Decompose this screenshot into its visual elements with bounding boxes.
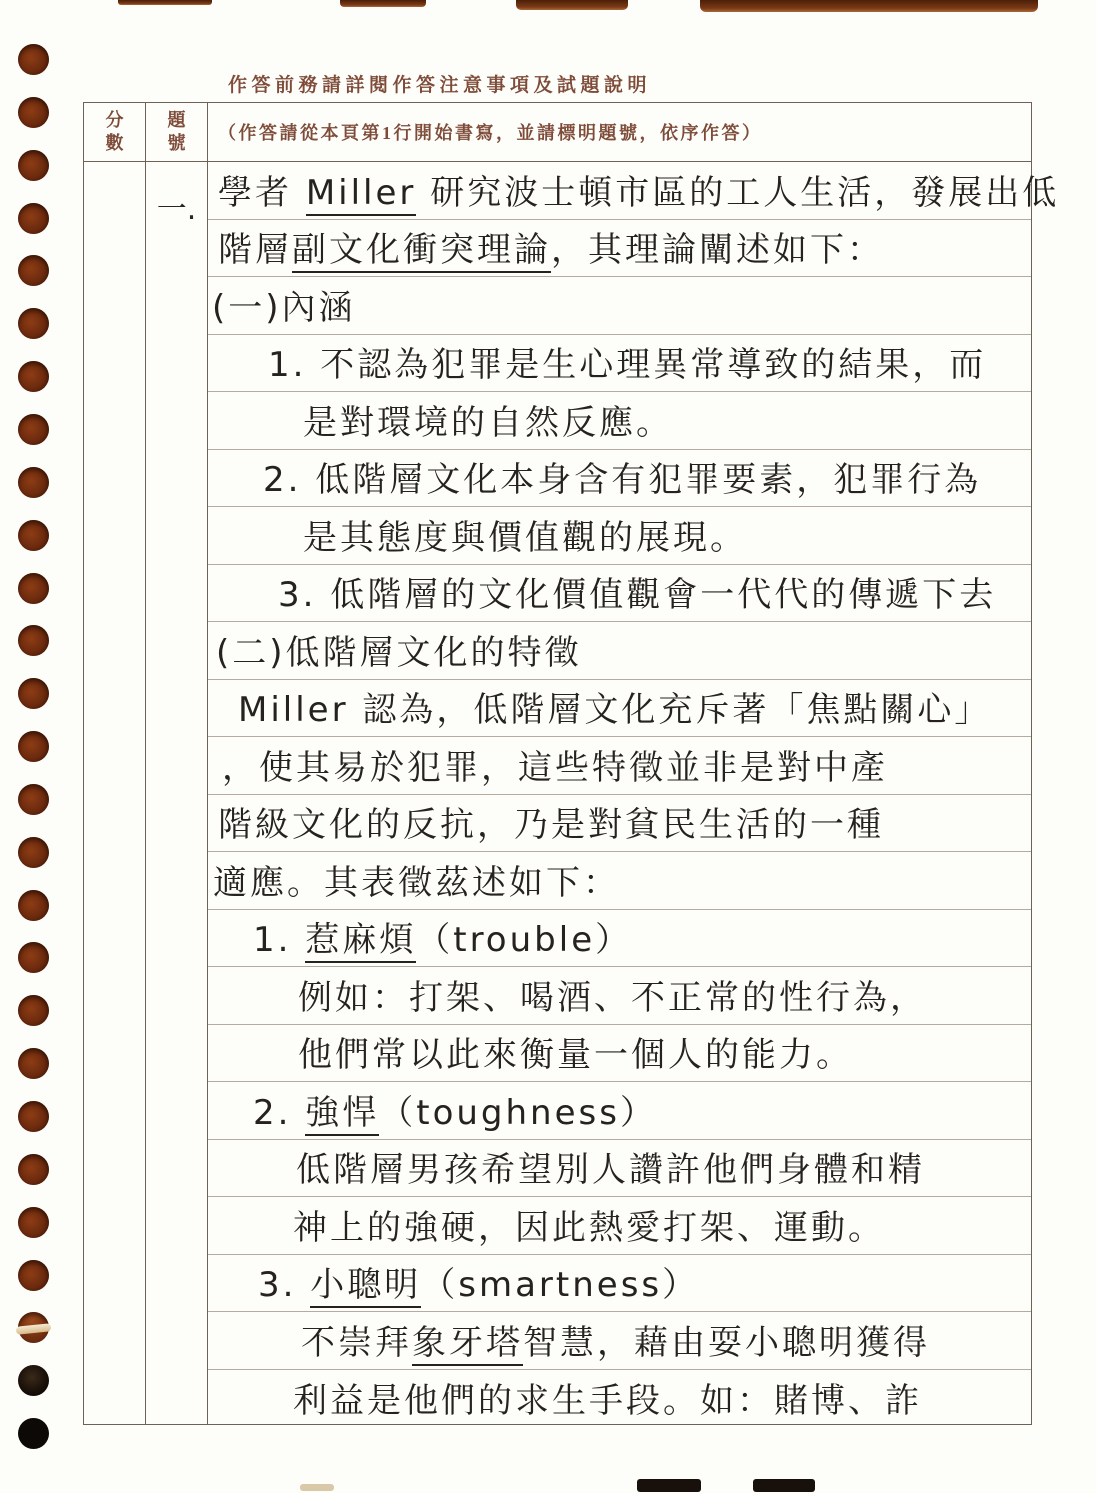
answer-line-text: 階層副文化衝突理論，其理論闡述如下：: [218, 224, 884, 276]
answer-line-text: ，使其易於犯罪，這些特徵並非是對中產: [222, 747, 888, 788]
answer-line: [208, 680, 1031, 738]
score-column: [84, 162, 146, 1424]
answer-table: [83, 102, 1060, 1425]
scan-artifact-bottom: [300, 1484, 334, 1491]
answer-line: [208, 1312, 1031, 1370]
binding-hole: [18, 731, 49, 762]
question-number-header-cell: [146, 103, 208, 161]
answer-line: [208, 565, 1031, 623]
answer-line-text: 2. 強悍（toughness）: [253, 1087, 657, 1139]
answer-line-text: 3. 低階層的文化價值觀會一代代的傳遞下去: [278, 575, 997, 615]
answer-line: [208, 162, 1060, 220]
answer-line-text: 神上的強硬，因此熱愛打架、運動。: [293, 1207, 885, 1248]
instruction-cell: [208, 103, 1031, 161]
answer-line: [208, 967, 1031, 1025]
binding-hole: [18, 573, 49, 604]
binding-hole: [18, 1260, 49, 1291]
answer-line-text: 適應。其表徵茲述如下：: [213, 862, 620, 903]
binding-hole: [18, 467, 49, 498]
answer-line: [208, 622, 1031, 680]
sheet-header-notice: 作答前務請詳閱作答注意事項及試題說明: [228, 75, 652, 96]
answer-line-text: 不崇拜象牙塔智慧，藉由耍小聰明獲得: [301, 1317, 930, 1369]
binding-hole: [18, 520, 49, 551]
binding-hole: [18, 97, 49, 128]
binding-hole: [18, 890, 49, 921]
binding-hole: [18, 837, 49, 868]
binding-hole: [18, 150, 49, 181]
binding-hole: [18, 1154, 49, 1185]
question-number-label: 題號: [167, 110, 186, 153]
answer-line-text: 階級文化的反抗，乃是對貧民生活的一種: [218, 805, 884, 845]
answer-line-text: 1. 不認為犯罪是生心理異常導致的結果，而: [268, 345, 987, 385]
binding-hole: [18, 784, 49, 815]
answer-line-text: (一)內涵: [212, 287, 356, 328]
answer-line-text: 是對環境的自然反應。: [303, 402, 673, 443]
answer-line-text: 學者 Miller 研究波士頓市區的工人生活，發展出低: [218, 167, 1059, 219]
binding-hole: [18, 1101, 49, 1132]
table-header-row: [84, 103, 1031, 162]
answer-line-text: 1. 惹麻煩（trouble）: [253, 914, 632, 966]
answer-line: [208, 795, 1031, 853]
binding-hole: [18, 678, 49, 709]
answer-line: [208, 910, 1031, 968]
answer-line-text: 他們常以此來衡量一個人的能力。: [298, 1035, 853, 1075]
score-label: 分數: [105, 110, 124, 153]
table-body: [84, 162, 1060, 1424]
binding-hole: [18, 203, 49, 234]
answer-line: [208, 335, 1031, 393]
answer-line: [208, 392, 1031, 450]
binding-hole: [18, 255, 49, 286]
answer-line: [208, 507, 1031, 565]
scan-artifact-bottom: [753, 1479, 815, 1492]
binding-hole: [18, 1365, 49, 1396]
binding-hole: [18, 361, 49, 392]
scan-artifact-top: [118, 0, 212, 5]
binding-hole: [18, 308, 49, 339]
answer-line-text: 低階層男孩希望別人讚許他們身體和精: [296, 1150, 925, 1190]
binding-hole: [18, 1418, 49, 1449]
score-header-cell: [84, 103, 146, 161]
answer-line-text: 3. 小聰明（smartness）: [258, 1259, 699, 1311]
binding-hole: [18, 414, 49, 445]
answer-line-text: 2. 低階層文化本身含有犯罪要素，犯罪行為: [263, 460, 982, 500]
answer-line: [208, 1370, 1031, 1428]
answer-line: [208, 852, 1031, 910]
answer-line-text: Miller 認為，低階層文化充斥著「焦點關心」: [238, 690, 992, 730]
scan-artifact-top: [340, 0, 426, 7]
scan-artifact-top: [700, 0, 1038, 12]
answer-line: [208, 1082, 1031, 1140]
answer-line: [208, 1255, 1031, 1313]
binding-hole: [18, 1048, 49, 1079]
binding-hole: [18, 1312, 49, 1343]
binding-hole: [18, 942, 49, 973]
binding-hole: [18, 1207, 49, 1238]
binding-hole: [18, 625, 49, 656]
answer-line-text: (二)低階層文化的特徵: [216, 632, 582, 673]
question-number-column: [146, 162, 208, 1424]
answer-line: [208, 1025, 1031, 1083]
instruction-text: （作答請從本頁第1行開始書寫，並請標明題號，依序作答）: [218, 123, 763, 143]
scan-artifact-top: [516, 0, 628, 10]
answer-line: [208, 450, 1031, 508]
answer-line: [208, 1140, 1031, 1198]
answer-line-text: 是其態度與價值觀的展現。: [303, 517, 747, 558]
answer-rows: [208, 162, 1060, 1424]
answer-line-text: 例如：打架、喝酒、不正常的性行為，: [298, 977, 927, 1018]
answer-line: [208, 1197, 1031, 1255]
binding-holes: [0, 0, 70, 1493]
binding-hole: [18, 995, 49, 1026]
answer-line: [208, 277, 1031, 335]
answer-line-text: 利益是他們的求生手段。如：賭博、詐: [293, 1381, 922, 1421]
scan-artifact-bottom: [637, 1479, 701, 1492]
answer-line: [208, 737, 1031, 795]
answer-line: [208, 220, 1031, 278]
binding-hole: [18, 44, 49, 75]
handwritten-question-number: 一.: [156, 192, 197, 227]
